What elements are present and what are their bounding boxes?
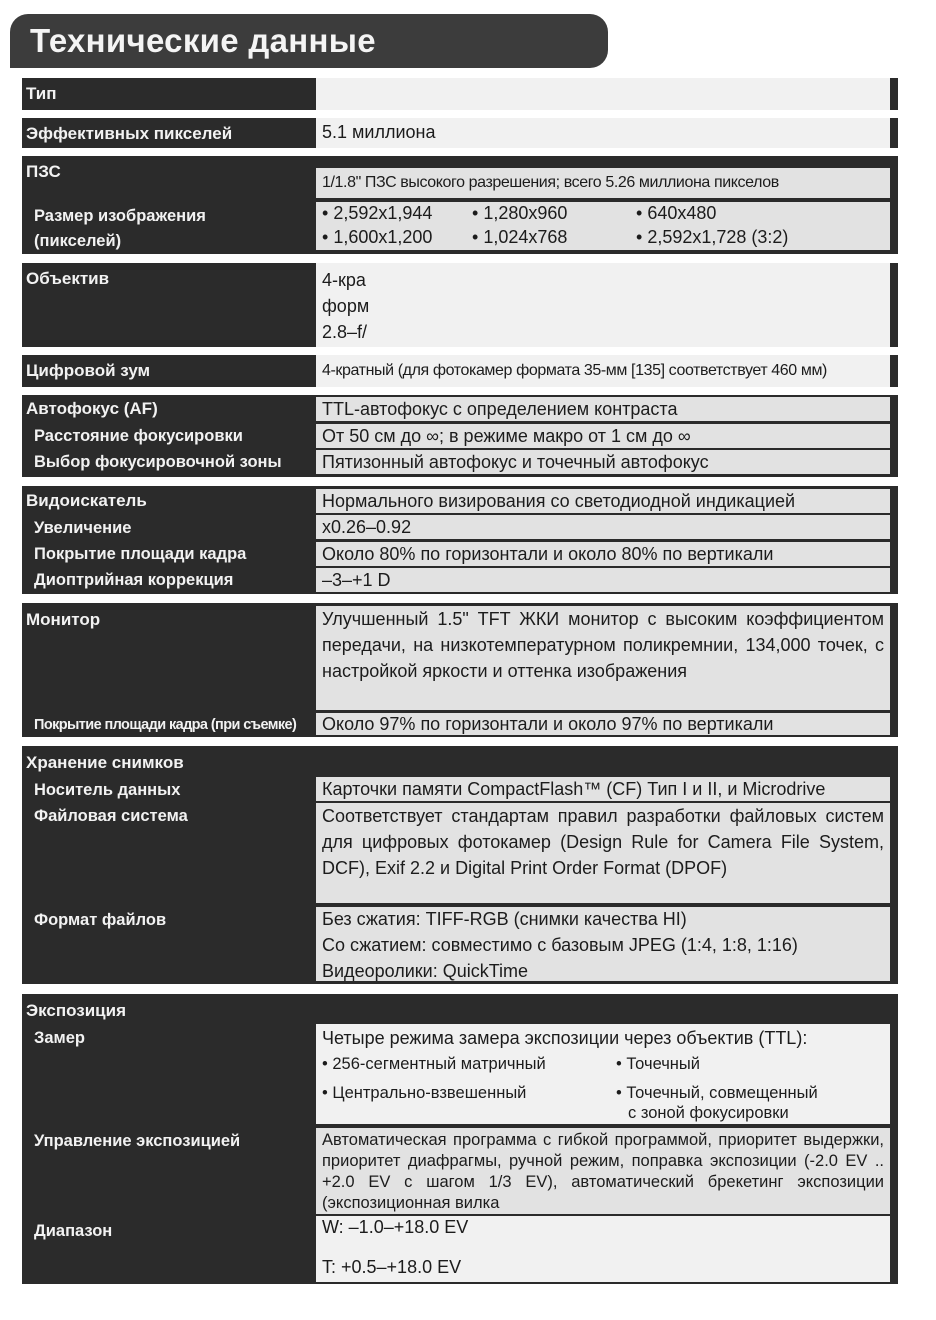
label-image-size-unit: (пикселей) [34, 232, 122, 250]
value-media: Карточки памяти CompactFlash™ (CF) Тип I и II, и Microdrive [316, 777, 890, 801]
size-3: 640x480 [647, 203, 717, 223]
label-lens: Объектив [26, 269, 110, 288]
range-wide: W: –1.0–+18.0 EV [322, 1217, 469, 1237]
section-viewfinder [22, 486, 898, 594]
label-monitor-coverage: Покрытие площади кадра (при съемке) [34, 717, 297, 733]
section-exposure [22, 994, 898, 1284]
value-focus-area: Пятизонный автофокус и точечный автофокус [316, 450, 890, 474]
size-6: 2,592x1,728 (3:2) [647, 227, 789, 247]
label-exposure-control: Управление экспозицией [34, 1132, 241, 1150]
section-autofocus [22, 395, 898, 477]
section-monitor [22, 603, 898, 737]
value-viewfinder: Нормального визирования со светодиодной индикацией [316, 489, 890, 513]
label-monitor: Монитор [26, 610, 101, 629]
label-file-format: Формат файлов [34, 911, 167, 929]
format-line-1: Без сжатия: TIFF-RGB (снимки качества HI) [322, 909, 687, 929]
value-image-size: • 2,592x1,944 • 1,280x960 • 640x480 • 1,600x1,200 • 1,024x768 • 2,592x1,728 (3:2) [316, 202, 890, 250]
value-monitor: Улучшенный 1.5" TFT ЖКИ монитор с высоким коэффициентом передачи, на низкотемпературном поликремнии, 134,000 точек, с настройкой яркости и оттенка изображения [316, 606, 890, 710]
size-2: 1,280x960 [483, 203, 568, 223]
label-range: Диапазон [34, 1222, 113, 1240]
lens-line-1: 4-кра [322, 270, 366, 290]
size-4: 1,600x1,200 [333, 227, 433, 247]
label-exposure: Экспозиция [26, 1001, 126, 1020]
size-5: 1,024x768 [483, 227, 568, 247]
value-ccd: 1/1.8" ПЗС высокого разрешения; всего 5.26 миллиона пикселов [316, 168, 890, 198]
section-digital-zoom [22, 355, 898, 387]
format-line-2: Со сжатием: совместимо с базовым JPEG (1:4, 1:8, 1:16) [322, 935, 798, 955]
value-digital-zoom: 4-кратный (для фотокамер формата 35-мм [135] соответствует 460 мм) [316, 355, 890, 387]
label-focus-area: Выбор фокусировочной зоны [34, 453, 282, 471]
label-viewfinder: Видоискатель [26, 491, 147, 510]
label-media: Носитель данных [34, 781, 181, 799]
value-magnification: x0.26–0.92 [316, 515, 890, 539]
value-focus-range: От 50 см до ∞; в режиме макро от 1 см до ∞ [316, 424, 890, 448]
value-pixels: 5.1 миллиона [316, 118, 890, 148]
value-af: TTL-автофокус с определением контраста [316, 397, 890, 421]
label-storage: Хранение снимков [26, 753, 184, 772]
label-frame-coverage: Покрытие площади кадра [34, 545, 247, 563]
page-title: Технические данные [10, 14, 608, 68]
metering-mode-4: Точечный, совмещенный [626, 1084, 818, 1102]
section-storage [22, 746, 898, 984]
label-metering: Замер [34, 1029, 85, 1047]
value-metering: Четыре режима замера экспозиции через объектив (TTL): • 256-сегментный матричный • Точечный • Центрально-взвешенный • Точечный, совмещенный с зоной фокусировки [316, 1024, 890, 1124]
value-exposure-control: Автоматическая программа с гибкой программой, приоритет выдержки, приоритет диафрагмы, ручной режим, поправка экспозиции (-2.0 EV .. +2.0 EV с шагом 1/3 EV), автоматический брекетинг экспозиции (экспозиционная вилка [316, 1128, 890, 1214]
metering-mode-3: Центрально-взвешенный [332, 1084, 527, 1102]
lens-line-3: 2.8–f/ [322, 322, 368, 342]
metering-mode-2: Точечный [626, 1055, 700, 1073]
value-file-system: Соответствует стандартам правил разработки файловых систем для цифровых фотокамер (Design Rule for Camera File System, DCF), Exif 2.2 и Digital Print Order Format (DPOF) [316, 803, 890, 903]
value-range [316, 1216, 890, 1282]
value-monitor-coverage: Около 97% по горизонтали и около 97% по вертикали [316, 713, 890, 735]
range-tele: T: +0.5–+18.0 EV [322, 1257, 462, 1277]
metering-mode-1: 256-сегментный матричный [332, 1055, 546, 1073]
size-1: 2,592x1,944 [333, 203, 433, 223]
label-type: Тип [26, 84, 57, 103]
metering-mode-5: с зоной фокусировки [628, 1104, 789, 1122]
label-pixels: Эффективных пикселей [26, 124, 233, 143]
value-type [316, 78, 890, 110]
label-image-size: Размер изображения [34, 207, 206, 225]
label-file-system: Файловая система [34, 807, 188, 825]
value-lens [316, 263, 890, 347]
section-type [22, 78, 898, 110]
value-frame-coverage: Около 80% по горизонтали и около 80% по вертикали [316, 542, 890, 566]
section-pixels [22, 118, 898, 148]
label-digital-zoom: Цифровой зум [26, 361, 151, 380]
label-diopter: Диоптрийная коррекция [34, 571, 234, 589]
metering-intro: Четыре режима замера экспозиции через объектив (TTL): [322, 1028, 808, 1048]
section-ccd [22, 156, 898, 254]
value-diopter: –3–+1 D [316, 568, 890, 592]
format-line-3: Видеоролики: QuickTime [322, 961, 529, 981]
value-file-format [316, 907, 890, 981]
label-magnification: Увеличение [34, 519, 132, 537]
section-lens [22, 263, 898, 347]
label-af: Автофокус (AF) [26, 399, 158, 418]
label-focus-range: Расстояние фокусировки [34, 427, 243, 445]
label-ccd: ПЗС [26, 162, 61, 181]
lens-line-2: форм [322, 296, 370, 316]
